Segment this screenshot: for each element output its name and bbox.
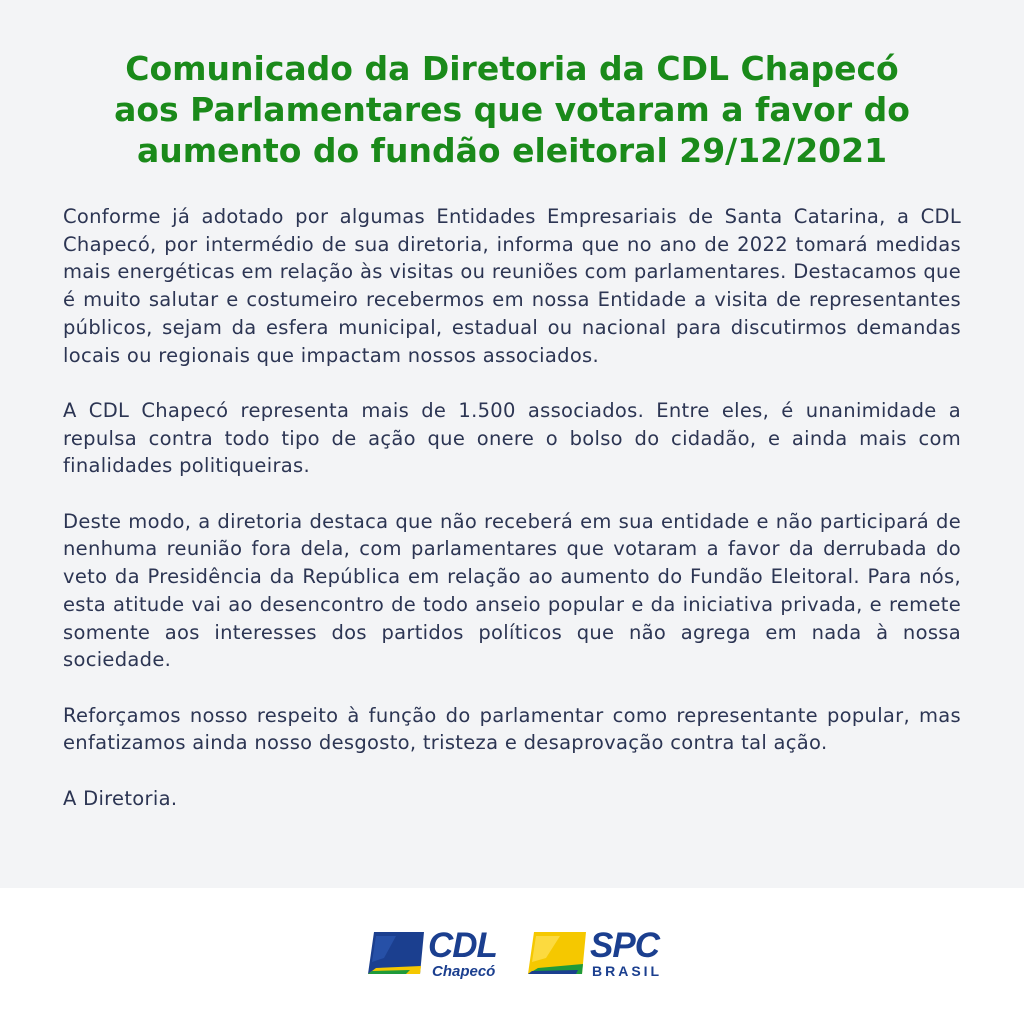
spc-emblem-icon <box>526 928 590 978</box>
cdl-emblem-icon <box>366 928 428 978</box>
paragraph-associates: A CDL Chapecó representa mais de 1.500 associados. Entre eles, é unanimidade a repulsa contra todo tipo de ação que onere o bolso do cidadão, e ainda mais com finalidades politiqueiras. <box>63 398 961 478</box>
paragraph-intro: Conforme já adotado por algumas Entidades Empresariais de Santa Catarina, a CDL Chapecó, por intermédio de sua diretoria, informa que no ano de 2022 tomará medidas mais energéticas em relação às visitas ou reuniões com parlamentares. Destacamos que é muito salutar e costumeiro recebermos em nossa Entidade a visita de representantes públicos, sejam da esfera municipal, estadual ou nacional para discutirmos demandas locais ou regionais que impactam nossos associados. <box>63 205 961 367</box>
cdl-city: Chapecó <box>432 963 496 980</box>
cdl-wordmark: CDL <box>428 926 497 965</box>
paragraph-decision: Deste modo, a diretoria destaca que não receberá em sua entidade e não participará de nenhuma reunião fora dela, com parlamentares que votaram a favor da derrubada do veto da Presidência da República em relação ao aumento do Fundão Eleitoral. Para nós, esta atitude vai ao desencontro de todo anseio popular e da iniciativa privada, e remete somente aos interesses dos partidos políticos que não agrega em nada à nossa sociedade. <box>63 509 961 672</box>
title-line-1: Comunicado da Diretoria da CDL Chapecó <box>125 49 899 88</box>
spc-brasil-logo <box>526 928 666 988</box>
paragraph-closing: Reforçamos nosso respeito à função do parlamentar como representante popular, mas enfatizamos ainda nosso desgosto, tristeza e desaprovação contra tal ação. <box>63 703 961 755</box>
footer-logos <box>0 888 1024 1024</box>
signature: A Diretoria. <box>63 786 178 810</box>
title-line-2: aos Parlamentares que votaram a favor do <box>114 90 910 129</box>
spc-wordmark: SPC <box>590 926 659 965</box>
title-line-3: aumento do fundão eleitoral 29/12/2021 <box>136 131 888 170</box>
announcement-body <box>63 203 961 812</box>
cdl-chapeco-logo <box>366 928 506 988</box>
page-title <box>60 48 964 171</box>
spc-subtitle: BRASIL <box>592 963 663 979</box>
